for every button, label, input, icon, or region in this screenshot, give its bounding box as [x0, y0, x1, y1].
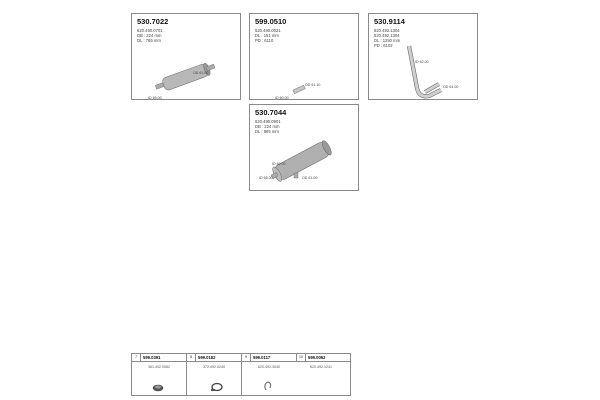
- spec-line: DL : 765 mm: [137, 38, 161, 43]
- dimension-label: OD 61.10: [305, 83, 321, 87]
- dimension-label: ID 62.00: [272, 162, 286, 166]
- spec-line: PD : 6102: [374, 43, 393, 48]
- dimension-label: ID 65.00: [259, 176, 273, 180]
- product-card-530-7044[interactable]: [249, 104, 359, 191]
- pipe-connector-drawing: [250, 14, 360, 101]
- product-card-599-0510[interactable]: [249, 13, 359, 100]
- clamp-ring-icon: [187, 354, 242, 395]
- accessory-599-0182[interactable]: [187, 354, 242, 395]
- dimension-label: ID 65.00: [148, 96, 162, 100]
- accessory-oem: 372.492.0240: [203, 365, 225, 369]
- accessory-part-number: 599.0391: [143, 355, 161, 360]
- part-number: 530.7022: [137, 17, 169, 26]
- spec-line: PD : 6110: [255, 38, 274, 43]
- accessory-index: 7: [132, 354, 141, 361]
- accessory-part-number: 599.0182: [198, 355, 216, 360]
- bent-pipe-drawing: [369, 14, 479, 101]
- spec-line: DB : 224 mm: [137, 33, 162, 38]
- spec-line: 520.490.0021: [255, 28, 281, 33]
- dimension-label: ID 62.00: [415, 60, 429, 64]
- spec-line: 620.492.1304: [374, 33, 400, 38]
- dimension-label: ID 60.00: [275, 96, 289, 100]
- part-number: 530.7044: [255, 108, 287, 117]
- dimension-label: OD 61.00: [443, 85, 459, 89]
- accessory-oem: 620.492.3040: [258, 365, 280, 369]
- accessories-strip: [131, 353, 351, 396]
- dimension-label: OD 61.00: [193, 71, 209, 75]
- spec-line: 620.490.0701: [137, 28, 163, 33]
- muffler-drawing: [132, 14, 242, 101]
- accessory-oem: 620.492.1241: [310, 365, 332, 369]
- accessory-index: 10: [296, 354, 306, 361]
- spec-line: DB : 224 mm: [255, 124, 280, 129]
- accessory-oem: 361.492.0082: [148, 365, 170, 369]
- accessory-part-number: 599.0117: [253, 355, 271, 360]
- spec-line: DL : 865 mm: [255, 129, 279, 134]
- clamp-icon: [132, 354, 187, 395]
- spec-line: 620.490.0901: [255, 119, 281, 124]
- part-number: 599.0510: [255, 17, 287, 26]
- product-card-530-7022[interactable]: [131, 13, 241, 100]
- accessory-index: 8: [187, 354, 196, 361]
- spec-line: 620.492.1304: [374, 28, 400, 33]
- hose-clip-icon: [242, 354, 350, 395]
- spec-line: DL : 151 mm: [255, 33, 279, 38]
- accessory-index: 9: [242, 354, 251, 361]
- spec-line: DL : 1250 mm: [374, 38, 401, 43]
- accessory-599-0391[interactable]: [132, 354, 187, 395]
- accessory-part-number: 599.0062: [308, 355, 326, 360]
- accessory-599-0117[interactable]: [242, 354, 350, 395]
- part-number: 530.9114: [374, 17, 405, 26]
- dimension-label: OD 61.00: [302, 176, 318, 180]
- product-card-530-9114[interactable]: [368, 13, 478, 100]
